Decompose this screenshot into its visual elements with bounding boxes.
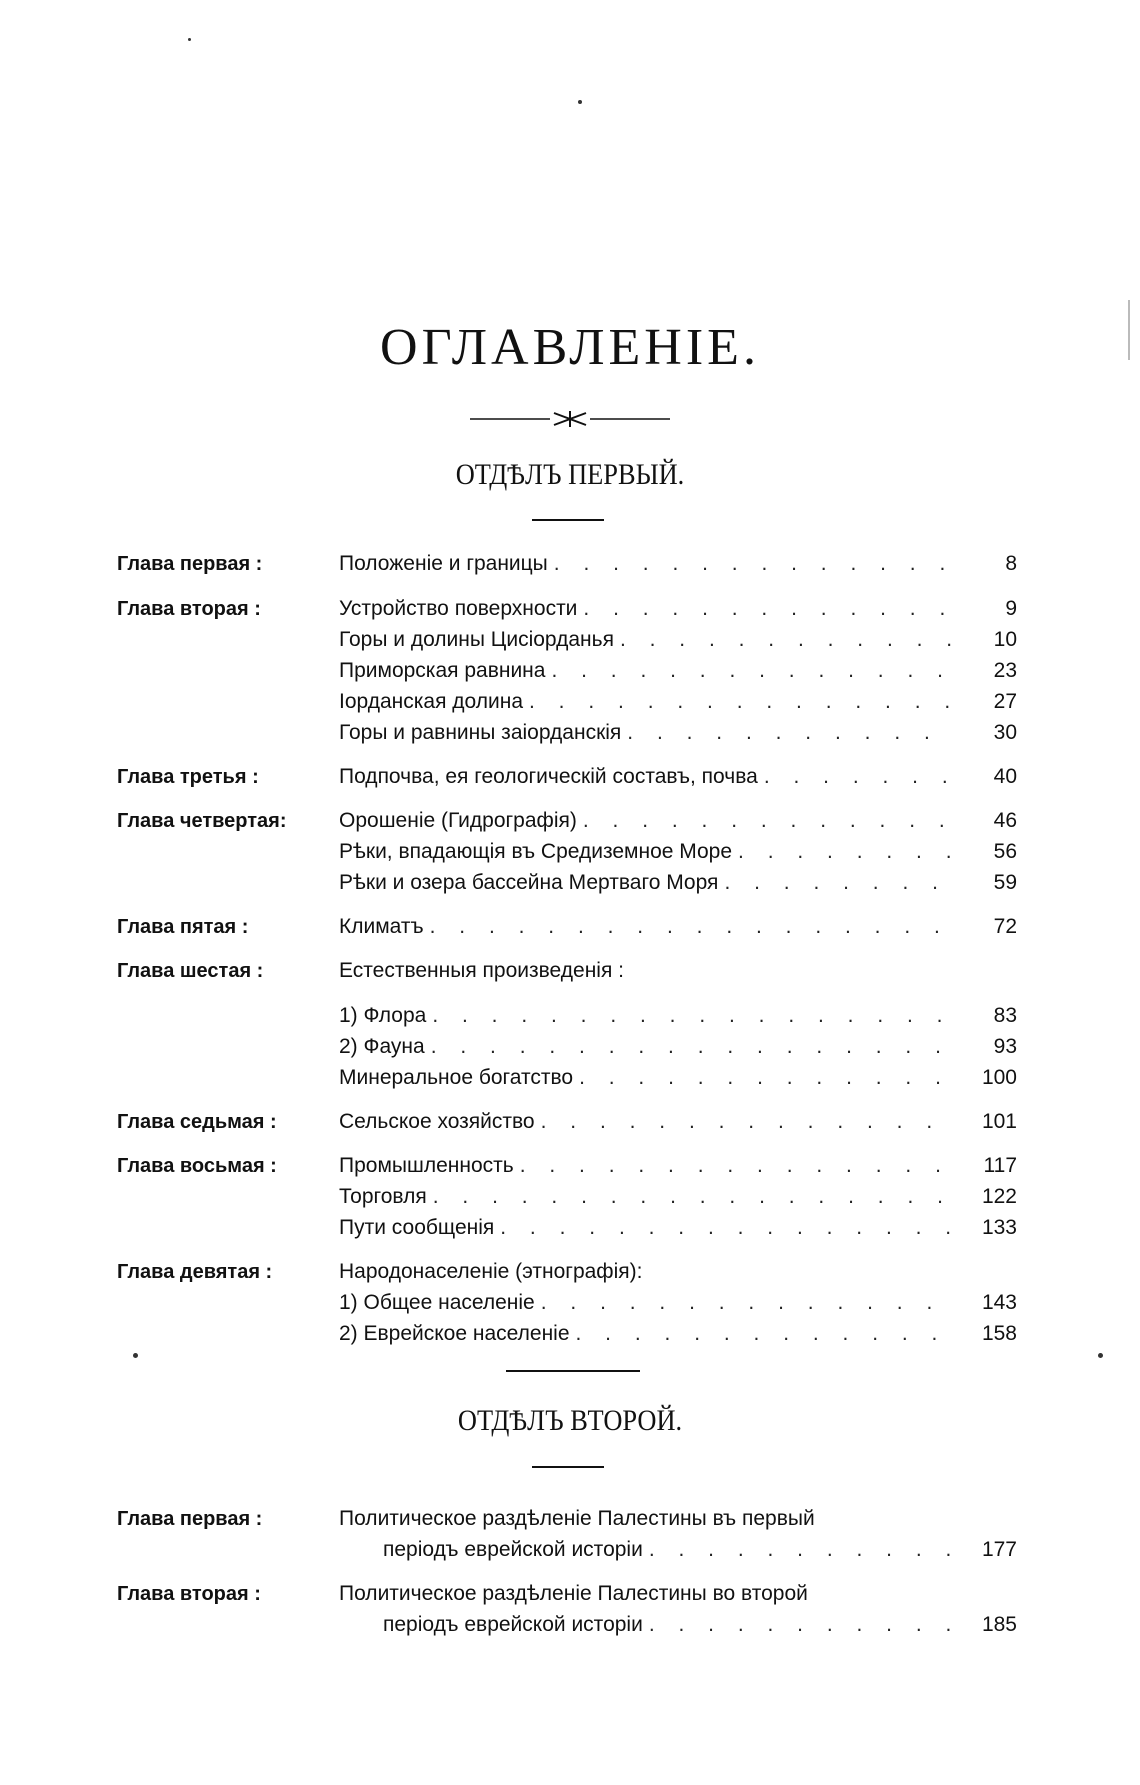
toc-entry bbox=[117, 1031, 1017, 1063]
section-rule bbox=[532, 1466, 604, 1468]
entry-title: Климатъ bbox=[339, 915, 424, 938]
toc-entry-line bbox=[339, 548, 1017, 580]
chapter-label: Глава восьмая : bbox=[117, 1155, 277, 1177]
entry-title: 1) Общее населенiе bbox=[339, 1291, 535, 1314]
dot-leader bbox=[583, 593, 955, 625]
toc-entry-line bbox=[339, 1212, 1017, 1244]
toc-entry bbox=[117, 1000, 1017, 1032]
dot-leader bbox=[649, 1534, 955, 1566]
toc-entry bbox=[117, 955, 1017, 987]
entry-title: Iорданская долина bbox=[339, 690, 524, 713]
toc-entry-line bbox=[339, 1150, 1017, 1182]
page-number: 10 bbox=[993, 628, 1017, 651]
entry-title: Промышленность bbox=[339, 1154, 514, 1177]
chapter-label: Глава пятая : bbox=[117, 916, 249, 938]
dot-leader bbox=[579, 1062, 955, 1094]
entry-title: Сельское хозяйство bbox=[339, 1110, 535, 1133]
toc-entry-line bbox=[339, 624, 1017, 656]
page-number: 59 bbox=[993, 871, 1017, 894]
toc-entry-line bbox=[339, 655, 1017, 687]
toc-entry bbox=[117, 1318, 1017, 1350]
page-number: 117 bbox=[983, 1154, 1017, 1177]
chapter-label: Глава вторая : bbox=[117, 598, 261, 620]
toc-entry-line bbox=[339, 1318, 1017, 1350]
toc-entry-line bbox=[339, 911, 1017, 943]
dot-leader bbox=[764, 761, 955, 793]
chapter-label: Глава вторая : bbox=[117, 1583, 261, 1605]
dot-leader bbox=[724, 867, 955, 899]
dot-leader bbox=[551, 655, 955, 687]
page-number: 27 bbox=[993, 690, 1017, 713]
page-number: 8 bbox=[1005, 552, 1017, 575]
page-number: 100 bbox=[981, 1066, 1017, 1089]
dot-leader bbox=[541, 1287, 955, 1319]
toc-entry bbox=[117, 1578, 1017, 1610]
entry-title: Рѣки, впадающiя въ Средиземное Море bbox=[339, 840, 733, 863]
dot-leader bbox=[738, 836, 955, 868]
toc-entry bbox=[117, 1106, 1017, 1138]
toc-entry-line bbox=[339, 1503, 1017, 1535]
toc-entry-line bbox=[339, 836, 1017, 868]
dot-leader bbox=[431, 1031, 955, 1063]
page-number: 30 bbox=[993, 721, 1017, 744]
toc-entry bbox=[117, 593, 1017, 625]
toc-entry bbox=[117, 1609, 1017, 1641]
entry-title: Рѣки и озера бассейна Мертваго Моря bbox=[339, 871, 719, 894]
entry-title: перiодъ еврейской исторiи bbox=[383, 1613, 643, 1636]
dot-leader bbox=[620, 624, 955, 656]
toc-entry bbox=[117, 911, 1017, 943]
toc-entry bbox=[117, 805, 1017, 837]
toc-entry-line bbox=[383, 1534, 1017, 1566]
entry-title: Устройство поверхности bbox=[339, 597, 578, 620]
toc-entry-line bbox=[339, 686, 1017, 718]
entry-title: Минеральное богатство bbox=[339, 1066, 574, 1089]
toc-entry-line bbox=[339, 805, 1017, 837]
page-number: 158 bbox=[981, 1322, 1017, 1345]
section-title-first: ОТДѢЛЪ ПЕРВЫЙ. bbox=[455, 458, 685, 491]
entry-title: 2) Еврейское населенiе bbox=[339, 1322, 570, 1345]
toc-entry-line bbox=[339, 867, 1017, 899]
entry-title: Политическое раздѣленiе Палестины во второй bbox=[339, 1582, 808, 1605]
page-number: 122 bbox=[981, 1185, 1017, 1208]
scan-speck bbox=[133, 1353, 138, 1358]
entry-title: перiодъ еврейской исторiи bbox=[383, 1538, 643, 1561]
dot-leader bbox=[433, 1181, 955, 1213]
toc-entry-line bbox=[339, 955, 1017, 987]
section-title-second: ОТДѢЛЪ ВТОРОЙ. bbox=[457, 1404, 683, 1437]
page-number: 23 bbox=[993, 659, 1017, 682]
toc-entry bbox=[117, 717, 1017, 749]
page-title: ОГЛАВЛЕНIЕ. bbox=[380, 319, 760, 376]
dot-leader bbox=[432, 1000, 955, 1032]
page-number: 185 bbox=[981, 1613, 1017, 1636]
chapter-label: Глава девятая : bbox=[117, 1261, 273, 1283]
scan-speck bbox=[188, 38, 191, 41]
toc-entry-line bbox=[339, 1000, 1017, 1032]
dot-leader bbox=[576, 1318, 955, 1350]
toc-entry-line bbox=[339, 1106, 1017, 1138]
dot-leader bbox=[627, 717, 955, 749]
chapter-label: Глава четвертая: bbox=[117, 810, 287, 832]
toc-entry-line bbox=[383, 1609, 1017, 1641]
toc-entry bbox=[117, 655, 1017, 687]
page-number: 101 bbox=[981, 1110, 1017, 1133]
dot-leader bbox=[430, 911, 955, 943]
chapter-label: Глава шестая : bbox=[117, 960, 264, 982]
toc-entry bbox=[117, 867, 1017, 899]
page-number: 143 bbox=[981, 1291, 1017, 1314]
entry-title: Орошенiе (Гидрографiя) bbox=[339, 809, 577, 832]
chapter-label: Глава первая : bbox=[117, 553, 263, 575]
toc-entry bbox=[117, 1534, 1017, 1566]
entry-title: Подпочва, ея геологическiй составъ, почва bbox=[339, 765, 758, 788]
toc-entry bbox=[117, 1150, 1017, 1182]
chapter-label: Глава первая : bbox=[117, 1508, 263, 1530]
toc-entry-line bbox=[339, 1287, 1017, 1319]
dot-leader bbox=[520, 1150, 955, 1182]
dot-leader bbox=[583, 805, 955, 837]
toc-entry-line bbox=[339, 761, 1017, 793]
scan-edge bbox=[1128, 300, 1130, 360]
toc-entry-line bbox=[339, 593, 1017, 625]
entry-title: Народонаселенiе (этнографiя): bbox=[339, 1260, 643, 1283]
toc-entry-line bbox=[339, 1181, 1017, 1213]
page-number: 93 bbox=[993, 1035, 1017, 1058]
entry-title: Горы и долины Цисiорданья bbox=[339, 628, 614, 651]
chapter-label: Глава третья : bbox=[117, 766, 259, 788]
toc-entry bbox=[117, 686, 1017, 718]
toc-entry bbox=[117, 1503, 1017, 1535]
dot-leader bbox=[649, 1609, 955, 1641]
dot-leader bbox=[500, 1212, 955, 1244]
page-number: 177 bbox=[981, 1538, 1017, 1561]
entry-title: Положенiе и границы bbox=[339, 552, 548, 575]
scan-speck bbox=[578, 100, 582, 104]
dot-leader bbox=[554, 548, 955, 580]
entry-title: 1) Флора bbox=[339, 1004, 427, 1027]
page-number: 46 bbox=[993, 809, 1017, 832]
entry-title: Горы и равнины заiорданскiя bbox=[339, 721, 622, 744]
page-number: 40 bbox=[993, 765, 1017, 788]
entry-title: Торговля bbox=[339, 1185, 427, 1208]
toc-entry-line bbox=[339, 717, 1017, 749]
section-rule bbox=[532, 519, 604, 521]
page-number: 133 bbox=[981, 1216, 1017, 1239]
dot-leader bbox=[541, 1106, 955, 1138]
entry-title: 2) Фауна bbox=[339, 1035, 425, 1058]
toc-entry-line bbox=[339, 1578, 1017, 1610]
toc-entry bbox=[117, 624, 1017, 656]
toc-entry bbox=[117, 1287, 1017, 1319]
section-divider bbox=[506, 1370, 640, 1372]
entry-title: Пути сообщенiя bbox=[339, 1216, 495, 1239]
toc-entry-line bbox=[339, 1031, 1017, 1063]
entry-title: Политическое раздѣленiе Палестины въ первый bbox=[339, 1507, 815, 1530]
toc-entry-line bbox=[339, 1256, 1017, 1288]
dot-leader bbox=[529, 686, 955, 718]
chapter-label: Глава седьмая : bbox=[117, 1111, 277, 1133]
page-number: 72 bbox=[993, 915, 1017, 938]
toc-entry bbox=[117, 548, 1017, 580]
toc-entry bbox=[117, 1212, 1017, 1244]
toc-entry-line bbox=[339, 1062, 1017, 1094]
entry-title: Приморская равнина bbox=[339, 659, 546, 682]
toc-entry bbox=[117, 836, 1017, 868]
page-number: 9 bbox=[1005, 597, 1017, 620]
toc-entry bbox=[117, 761, 1017, 793]
page-number: 83 bbox=[993, 1004, 1017, 1027]
ornament-divider-icon bbox=[470, 407, 670, 431]
toc-entry bbox=[117, 1181, 1017, 1213]
toc-entry bbox=[117, 1062, 1017, 1094]
page-number: 56 bbox=[993, 840, 1017, 863]
entry-title: Естественныя произведенiя : bbox=[339, 959, 625, 982]
toc-entry bbox=[117, 1256, 1017, 1288]
scan-speck bbox=[1098, 1353, 1103, 1358]
